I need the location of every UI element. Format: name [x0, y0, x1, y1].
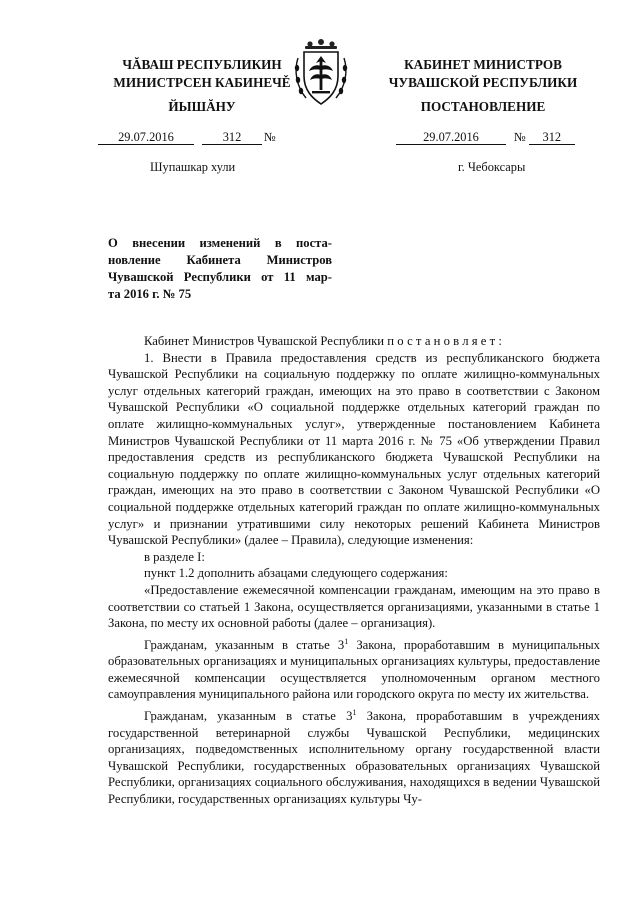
header-left-line1: ЧĂВАШ РЕСПУБЛИКИН	[122, 57, 282, 72]
right-city: г. Чебоксары	[458, 160, 526, 174]
p2-sup: 1	[344, 636, 349, 646]
header-left-line2: МИНИСТРСЕН КАБИНЕЧĚ	[113, 75, 291, 90]
header-right-line1: КАБИНЕТ МИНИСТРОВ	[404, 57, 562, 72]
header-left-doc-type: ЙЫШĂНУ	[168, 99, 236, 114]
intro-resolves: постановляет:	[387, 334, 506, 348]
section-line: в разделе I:	[144, 549, 205, 564]
paragraph-3	[108, 708, 600, 808]
p2-start: Гражданам, указанным в статье 3	[144, 637, 345, 652]
right-date: 29.07.2016	[396, 130, 506, 145]
point-line: пункт 1.2 дополнить абзацами следующего содержания:	[144, 566, 448, 581]
left-date: 29.07.2016	[98, 130, 194, 145]
title-line: новление Кабинета Министров	[108, 253, 332, 267]
paragraph-1: 1. Внести в Правила предоставления средств из республиканского бюджета Чувашской Республики на социальную поддержку по оплате жилищно-коммунальных услуг отдельных категорий граждан, имеющих на это право в соответствии с Законом Чувашской Республики «О социальной поддержке отдельных категорий граждан по оплате жилищно-коммунальных услуг», утвержденные постановлением Кабинета Министров Чувашской Республики от 11 марта 2016 г. № 75 «Об утверждении Правил предоставления средств из республиканского бюджета Чувашской Республики на социальную поддержку по оплате жилищно-коммунальных услуг отдельных категорий граждан, имеющих на это право в соответствии с Законом Чувашской Республики «О социальной поддержке отдельных категорий граждан по оплате жилищно-коммунальных услуг» и признании утратившими силу некоторых решений Кабинета Министров Чувашской Республики» (далее – Правила), следующие изменения:	[108, 350, 600, 548]
p3-sup: 1	[352, 707, 357, 717]
left-date-number-line	[98, 130, 276, 145]
header-left-title	[92, 56, 312, 92]
left-number: 312	[202, 130, 262, 145]
right-number: 312	[529, 130, 575, 145]
right-number-sign: №	[514, 130, 526, 144]
document-body	[108, 333, 600, 808]
intro-prefix: Кабинет Министров Чувашской Республики	[144, 334, 385, 348]
left-city: Шупашкар хули	[150, 160, 236, 174]
paragraph-2	[108, 637, 600, 703]
header-right-doc-type: ПОСТАНОВЛЕНИЕ	[420, 99, 546, 114]
title-line: Чувашской Республики от 11 мар-	[108, 270, 332, 284]
p2-rest: Закона, проработавшим в муниципальных образовательных организациях и муниципальных организациях культуры, предоставление ежемесячной компенсации осуществляется уполномоченным органом местного самоуправления муниципального района или городского округа по месту их жительства.	[108, 637, 600, 702]
left-number-sign: №	[264, 130, 276, 144]
chuvash-emblem-icon	[292, 38, 350, 110]
document-title	[108, 235, 332, 303]
p3-rest: Закона, проработавшим в учреждениях государственной ветеринарной службы Чувашской Республики, медицинских организациях, подведомственных исполнительному органу государственной власти Чувашской Республики, государственных образовательных организациях Чувашской Республики, организациях социального обслуживания, находящихся в ведении Чувашской Республики, государственных организациях культуры Чу-	[108, 709, 600, 807]
right-date-number-line	[396, 130, 575, 145]
quote-paragraph-1: «Предоставление ежемесячной компенсации гражданам, имеющим на это право в соответствии со статьей 1 Закона, осуществляется организациями, указанными в статье 1 Закона, по месту их основной работы (далее – организация).	[108, 582, 600, 631]
title-line: О внесении изменений в поста-	[108, 236, 332, 250]
p3-start: Гражданам, указанным в статье 3	[144, 709, 353, 724]
title-line: та 2016 г. № 75	[108, 287, 192, 301]
header-right-line2: ЧУВАШСКОЙ РЕСПУБЛИКИ	[388, 75, 578, 90]
header-right-title	[368, 56, 598, 92]
intro-line	[108, 333, 600, 350]
